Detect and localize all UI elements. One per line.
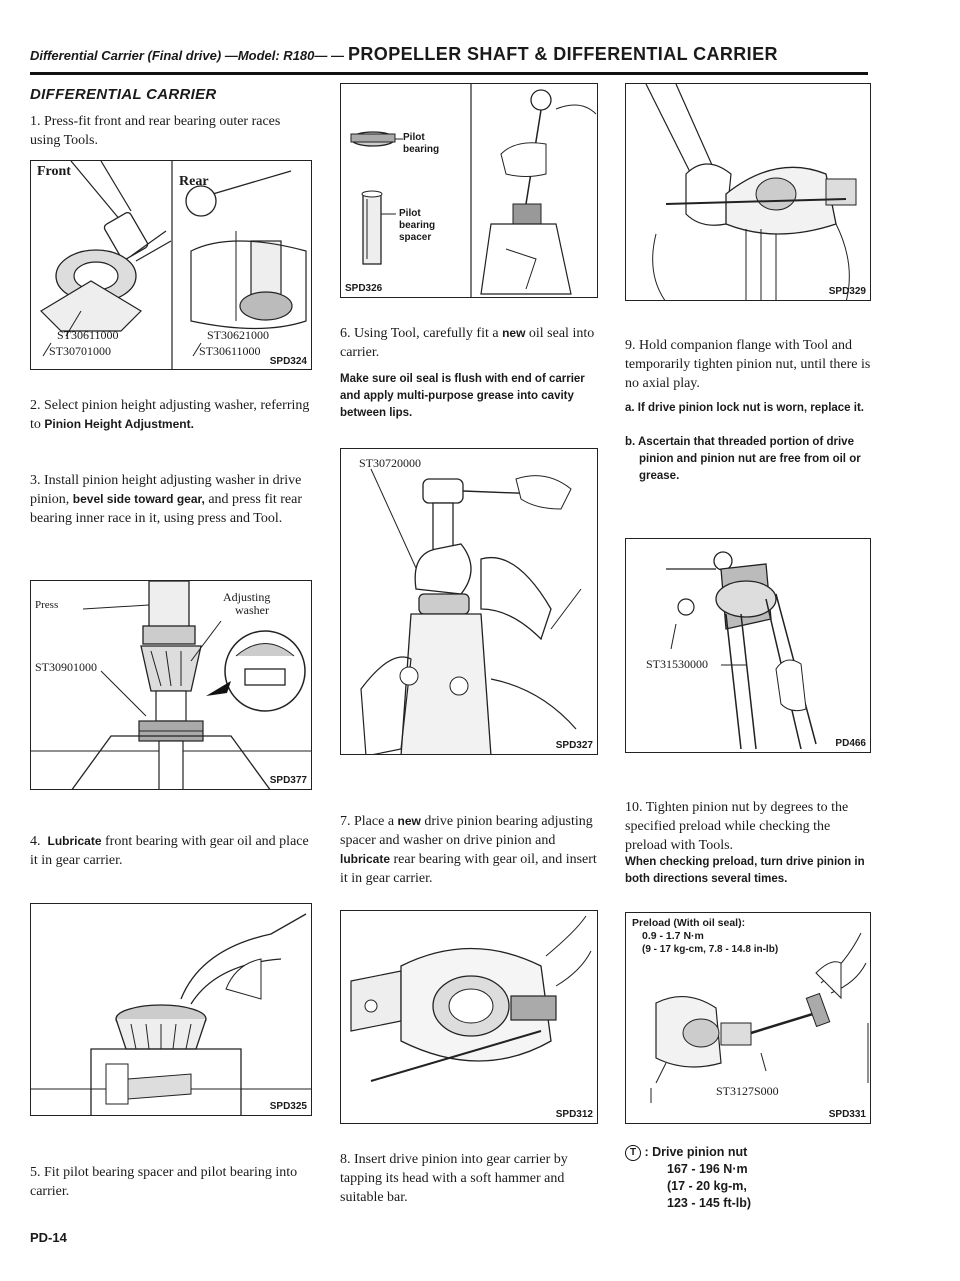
step-6-note: Make sure oil seal is flush with end of carrier and apply multi-purpose grease into cavity between lips. — [340, 373, 585, 419]
figure-spd325-drawing — [31, 904, 312, 1116]
label-tool-st30621000: ST30621000 — [207, 328, 270, 342]
preload-value-alt: (9 - 17 kg-cm, 7.8 - 14.8 in-lb) — [642, 944, 779, 955]
label-rear: Rear — [179, 174, 209, 189]
label-pilot-spacer-1: Pilot — [399, 208, 421, 219]
torque-icon — [625, 1145, 641, 1161]
figure-spd377-drawing — [31, 581, 312, 790]
step-4: 4. Lubricate front bearing with gear oil and place it in gear carrier. — [30, 834, 309, 868]
step-6-bold: new — [502, 326, 526, 340]
step-4-bold: Lubricate — [47, 834, 102, 848]
page-number: PD-14 — [30, 1230, 67, 1245]
figure-spd327-drawing — [341, 449, 598, 755]
torque-value-ftlb: 123 - 145 ft-lb) — [667, 1196, 752, 1210]
figure-code: SPD331 — [828, 1109, 866, 1120]
torque-label: : Drive pinion nut — [644, 1145, 748, 1159]
step-6-text: 6. Using Tool, carefully fit a — [340, 326, 503, 341]
preload-value-nm: 0.9 - 1.7 N·m — [642, 930, 704, 942]
figure-spd325 — [30, 903, 312, 1116]
label-pilot-bearing-1: Pilot — [403, 132, 425, 143]
header-rule — [30, 72, 868, 75]
header-title: PROPELLER SHAFT & DIFFERENTIAL CARRIER — [348, 44, 778, 64]
figure-code: PD466 — [835, 738, 866, 749]
figure-code: SPD329 — [828, 286, 866, 297]
figure-spd377 — [30, 580, 312, 790]
step-10-note: When checking preload, turn drive pinion in both directions several times. — [625, 856, 865, 885]
step-7-text-mid: drive pinion bearing adjusting spacer and washer on drive pinion and — [340, 814, 593, 848]
torque-value-nm: 167 - 196 N·m — [667, 1162, 748, 1176]
figure-code: SPD324 — [269, 356, 307, 367]
label-front: Front — [37, 164, 71, 179]
step-8: 8. Insert drive pinion into gear carrier by tapping its head with a soft hammer and suitable bar. — [340, 1152, 568, 1205]
step-9-a: a. If drive pinion lock nut is worn, replace it. — [625, 402, 864, 414]
step-7-bold-new: new — [397, 814, 421, 828]
figure-spd331 — [625, 912, 871, 1124]
torque-symbol: T — [629, 1146, 637, 1158]
figure-spd312 — [340, 910, 598, 1124]
figure-spd324 — [30, 160, 312, 370]
step-3-bold: bevel side toward gear, — [72, 492, 205, 506]
figure-spd312-drawing — [341, 911, 598, 1124]
figure-spd326 — [340, 83, 598, 298]
step-3-text-post: and press fit rear bearing inner race in it, using press and Tool. — [30, 492, 303, 526]
step-9-b: b. Ascertain that threaded portion of drive pinion and pinion nut are free from oil or grease. — [625, 436, 861, 482]
torque-spec — [625, 1144, 875, 1212]
figure-spd327 — [340, 448, 598, 755]
step-4-text: front bearing with gear oil and place it in gear carrier. — [30, 834, 309, 868]
figure-spd329-drawing — [626, 84, 871, 301]
page-header — [30, 44, 870, 72]
label-pilot-spacer-2: bearing — [399, 220, 436, 231]
step-1: 1. Press-fit front and rear bearing outer races using Tools. — [30, 114, 281, 148]
step-7-text-post: rear bearing with gear oil, and insert it in gear carrier. — [340, 852, 597, 886]
label-tool-st30901000: ST30901000 — [35, 660, 98, 674]
figure-pd466 — [625, 538, 871, 753]
figure-spd329 — [625, 83, 871, 301]
label-pilot-bearing-2: bearing — [403, 144, 440, 155]
step-6 — [340, 324, 598, 362]
label-tool-st31530000: ST31530000 — [646, 657, 709, 671]
section-title: DIFFERENTIAL CARRIER — [30, 86, 217, 103]
label-tool-st30720000: ST30720000 — [359, 456, 422, 470]
torque-value-kgm: (17 - 20 kg-m, — [667, 1179, 747, 1193]
step-5: 5. Fit pilot bearing spacer and pilot bearing into carrier. — [30, 1165, 298, 1199]
step-6-text-post: oil seal into carrier. — [340, 326, 595, 360]
step-2 — [30, 396, 312, 434]
header-subtitle: Differential Carrier (Final drive) —Model: R180— — — [30, 48, 344, 63]
label-pilot-spacer-3: spacer — [399, 232, 432, 243]
figure-code: SPD377 — [269, 775, 307, 786]
label-tool-st30701000: ST30701000 — [49, 344, 112, 358]
preload-title: Preload (With oil seal): — [632, 917, 746, 929]
label-tool-st30611000-a: ST30611000 — [57, 328, 119, 342]
step-9: 9. Hold companion flange with Tool and temporarily tighten pinion nut, until there is no axial play. — [625, 338, 871, 391]
step-3 — [30, 471, 312, 528]
figure-code: SPD326 — [345, 283, 383, 294]
step-7-bold-lubricate: lubricate — [340, 852, 391, 866]
figure-code: SPD327 — [555, 740, 593, 751]
step-2-text: 2. Select pinion height adjusting washer, referring to — [30, 398, 310, 432]
label-tool-st30611000-b: ST30611000 — [199, 344, 261, 358]
step-3-text: 3. Install pinion height adjusting washer in drive pinion, — [30, 473, 302, 507]
figure-pd466-drawing — [626, 539, 871, 753]
step-10: 10. Tighten pinion nut by degrees to the specified preload while checking the preload with Tools. — [625, 800, 849, 853]
step-2-bold: Pinion Height Adjustment. — [44, 417, 194, 431]
step-7 — [340, 812, 598, 888]
label-adjusting: Adjusting — [223, 590, 271, 604]
step-7-text: 7. Place a — [340, 814, 398, 829]
figure-spd326-drawing — [341, 84, 598, 298]
label-washer: washer — [235, 603, 269, 617]
figure-code: SPD325 — [269, 1101, 307, 1112]
label-tool-st3127s000: ST3127S000 — [716, 1084, 779, 1098]
figure-code: SPD312 — [555, 1109, 593, 1120]
label-press: Press — [35, 599, 59, 611]
